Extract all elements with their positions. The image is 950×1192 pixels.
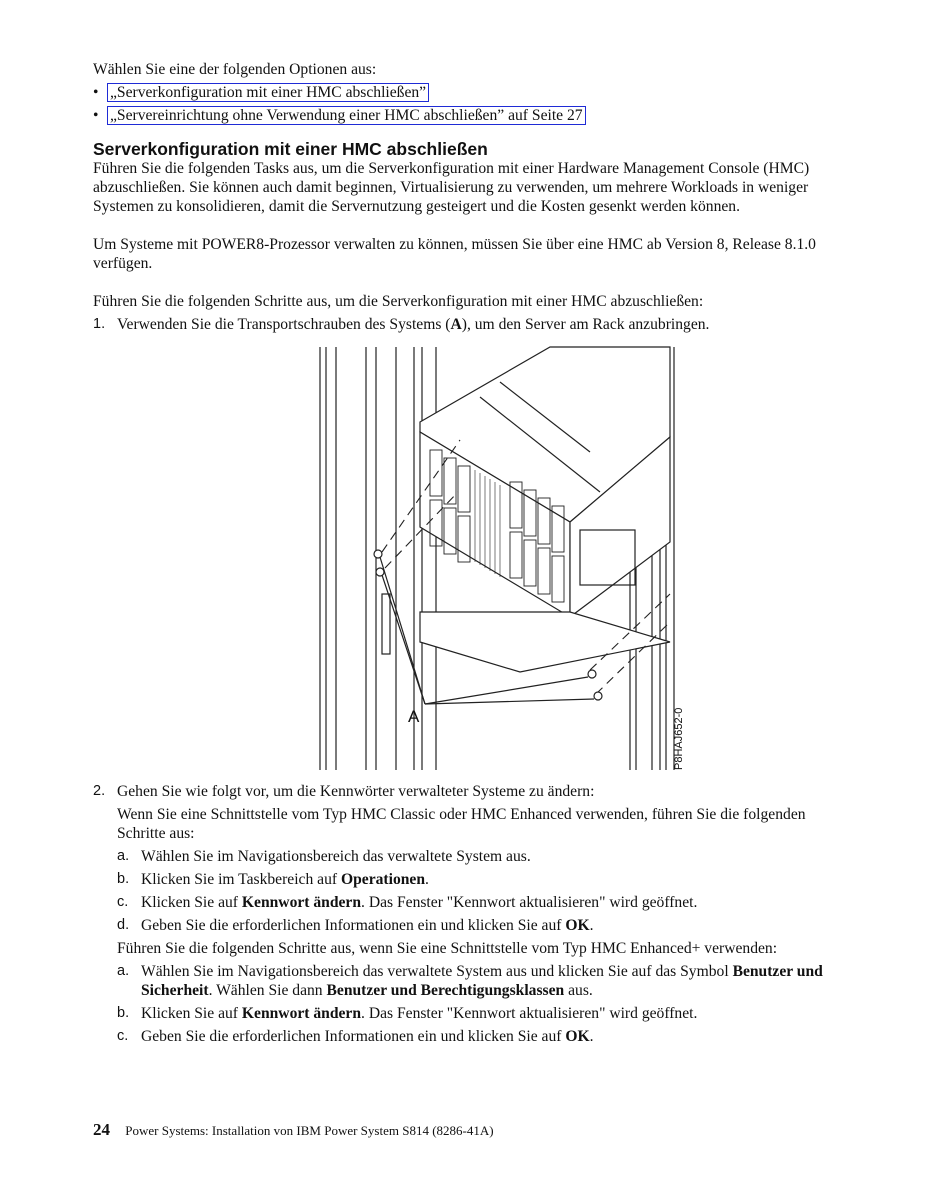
intro-text: Wählen Sie eine der folgenden Optionen aus: [93, 61, 377, 78]
step-text: Führen Sie die folgenden Schritte aus, wenn Sie eine Schnittstelle vom Typ HMC Enhanced+ verwenden: [117, 940, 778, 957]
substep-text-bold: Kennwort ändern [241, 1005, 362, 1022]
substep-text: . Das Fenster "Kennwort aktualisieren" wird geöffnet. [361, 1005, 698, 1022]
substep-text: . [589, 1028, 594, 1045]
callout-label: A [408, 707, 420, 726]
figure-id: P8HAJ652-0 [673, 707, 685, 770]
step-number: 2. [93, 783, 106, 799]
substep-text-bold: Kennwort ändern [241, 894, 362, 911]
step-text: Wenn Sie eine Schnittstelle vom Typ HMC Classic oder HMC Enhanced verwenden, führen Sie die folgenden Schritte aus: [117, 806, 806, 842]
list-item [93, 83, 838, 102]
substep-letter: a. [117, 848, 130, 864]
rack-mounting-illustration [270, 342, 690, 772]
substep-text-bold: OK [565, 1028, 590, 1045]
step-2 [93, 782, 838, 801]
substep-letter: c. [117, 894, 129, 910]
step-1 [93, 315, 838, 334]
step-number: 1. [93, 316, 106, 332]
substep-text: . [425, 871, 429, 888]
substep-text: aus. [564, 982, 593, 999]
paragraph: Um Systeme mit POWER8-Prozessor verwalten zu können, müssen Sie über eine HMC ab Version 8, Release 8.1.0 verfügen. [93, 236, 816, 272]
substep-a [117, 847, 838, 866]
substep-text-bold: Benutzer und Sicherheit [141, 963, 823, 999]
substep-text: . [589, 917, 594, 934]
substep-text: Geben Sie die erforderlichen Informationen ein und klicken Sie auf [141, 917, 566, 934]
link-hmc-config[interactable]: „Serverkonfiguration mit einer HMC abschließen” [107, 83, 429, 102]
substep-text: Klicken Sie auf [141, 894, 242, 911]
substep-letter: a. [117, 963, 130, 979]
substep-a [117, 962, 838, 1000]
link-no-hmc-config[interactable]: „Servereinrichtung ohne Verwendung einer HMC abschließen” auf Seite 27 [107, 106, 586, 125]
step-text: Verwenden Sie die Transportschrauben des Systems ( [117, 316, 451, 333]
substep-text: Wählen Sie im Navigationsbereich das verwaltete System aus und klicken Sie auf das Symbol [141, 963, 733, 980]
substep-text: . Das Fenster "Kennwort aktualisieren" wird geöffnet. [361, 894, 698, 911]
page-number: 24 [93, 1120, 110, 1139]
document-page [93, 60, 838, 1046]
step-2-plus-intro [93, 939, 838, 958]
substep-text-bold: Benutzer und Berechtigungsklassen [326, 982, 565, 999]
substep-text: . Wählen Sie dann [208, 982, 327, 999]
substep-b [117, 870, 838, 889]
substep-letter: d. [117, 917, 130, 933]
substep-c [117, 1027, 838, 1046]
substep-letter: b. [117, 1005, 130, 1021]
substep-text-bold: OK [565, 917, 590, 934]
step-text-bold: A [450, 316, 462, 333]
server-rack-diagram [270, 342, 690, 772]
step-text: Gehen Sie wie folgt vor, um die Kennwörter verwalteter Systeme zu ändern: [117, 783, 595, 800]
substep-c [117, 893, 838, 912]
substep-text: Geben Sie die erforderlichen Informationen ein und klicken Sie auf [141, 1028, 566, 1045]
substep-b [117, 1004, 838, 1023]
substep-text: Wählen Sie im Navigationsbereich das verwaltete System aus. [141, 848, 531, 865]
substep-letter: c. [117, 1028, 129, 1044]
substep-text-bold: Operationen [340, 871, 426, 888]
step-text: ), um den Server am Rack anzubringen. [461, 316, 710, 333]
substep-text: Klicken Sie im Taskbereich auf [141, 871, 341, 888]
paragraph: Führen Sie die folgenden Tasks aus, um die Serverkonfiguration mit einer Hardware Management Console (HMC) abzuschließen. Sie können auch damit beginnen, Virtualisierung zu verwenden, um mehrere Workloads in weniger Systemen zu konsolidieren, damit die Servernutzung gesteigert und die Kosten gesenkt werden können. [93, 160, 810, 215]
substep-letter: b. [117, 871, 130, 887]
option-list [93, 83, 838, 125]
step-2-classic-intro [93, 805, 838, 843]
substep-text: Klicken Sie auf [141, 1005, 242, 1022]
paragraph: Führen Sie die folgenden Schritte aus, um die Serverkonfiguration mit einer HMC abzuschließen: [93, 293, 704, 310]
list-item [93, 106, 838, 125]
section-heading: Serverkonfiguration mit einer HMC abschließen [93, 139, 488, 159]
page-footer [93, 1120, 494, 1140]
substep-d [117, 916, 838, 935]
footer-title: Power Systems: Installation von IBM Power System S814 (8286-41A) [125, 1123, 494, 1138]
